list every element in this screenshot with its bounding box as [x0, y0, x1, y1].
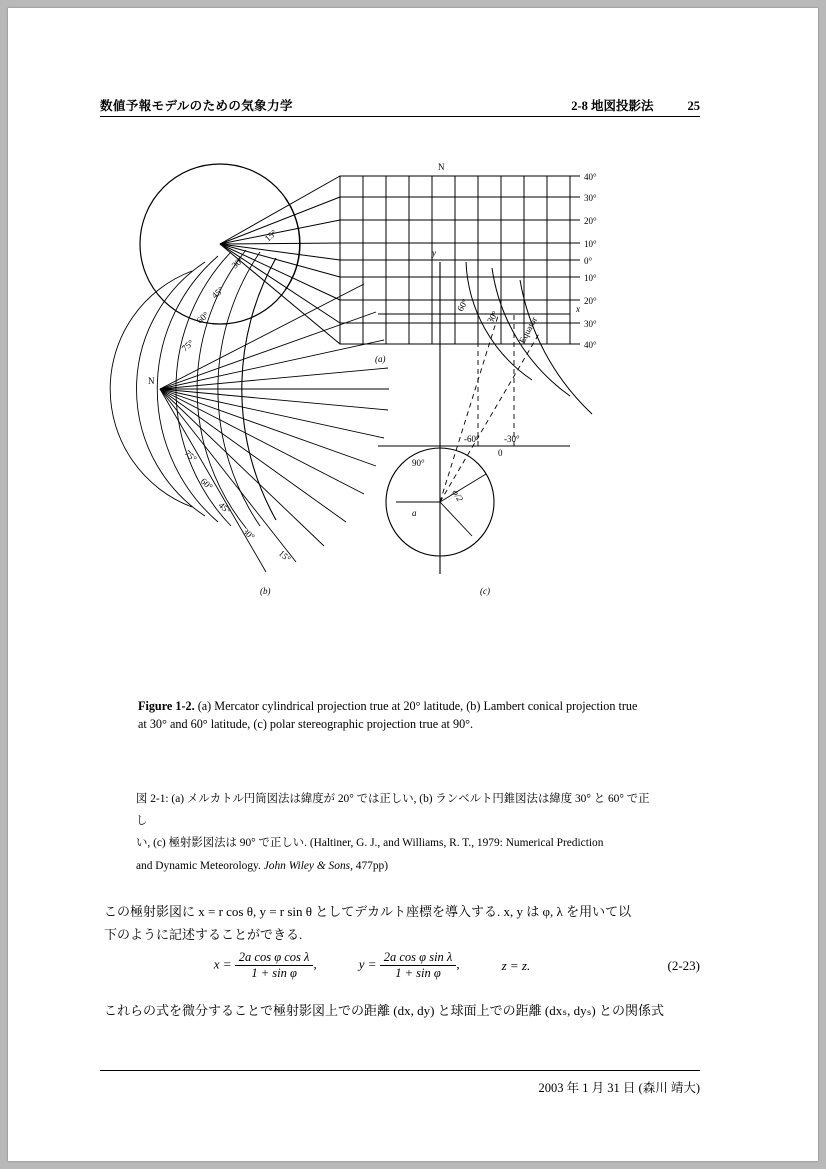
equation-2-23 — [104, 950, 700, 981]
equation-y-fraction — [380, 950, 460, 981]
panel-c-axis-x: x — [576, 304, 580, 314]
figure-svg — [100, 134, 700, 694]
panel-c-label: (c) — [480, 586, 490, 596]
panel-b-lower-75: 75° — [182, 448, 199, 464]
figure-caption-en — [138, 698, 638, 733]
equation-y — [359, 950, 460, 981]
panel-a-lat-40n: 40° — [584, 172, 597, 182]
caption-jp-line3 — [136, 855, 656, 877]
body-paragraph-1 — [104, 901, 700, 947]
panel-c-equator-label: Equator — [516, 315, 540, 345]
panel-b-label: (b) — [260, 586, 271, 596]
page-number: 25 — [687, 99, 700, 113]
body-paragraph-2: これらの式を微分することで極射影図上での距離 (dx, dy) と球面上での距離 (dxₛ, dyₛ) との関係式 — [104, 1003, 665, 1018]
header-title: 数値予報モデルのための気象力学 — [100, 99, 293, 113]
body-p1-line1: この極射影図に x = r cos θ, y = r sin θ としてデカルト座標を導入する. x, y は φ, λ を用いて以 — [104, 904, 632, 919]
panel-c-origin: 0 — [498, 448, 503, 458]
panel-a-lat-20s: 20° — [584, 296, 597, 306]
equation-x-fraction — [235, 950, 317, 981]
panel-b-upper-75: 75° — [179, 337, 196, 354]
panel-a-lat-0: 0° — [584, 256, 593, 266]
equation-number: (2-23) — [667, 957, 700, 973]
footer: 2003 年 1 月 31 日 (森川 靖大) — [538, 1081, 700, 1095]
caption-en-text: (a) Mercator cylindrical projection true at 20° latitude, (b) Lambert conical projection true at 30° and 60° latitude, (c) polar stereographic projection true at 90°. — [138, 699, 638, 731]
panel-b-upper-15: 15° — [262, 227, 279, 244]
caption-en-lead: Figure 1-2. — [138, 699, 195, 713]
equation-y-comma: , — [456, 956, 460, 972]
panel-a-lat-30s: 30° — [584, 319, 597, 329]
caption-jp-journal: John Wiley & Sons, — [263, 859, 353, 872]
panel-a-label: (a) — [375, 354, 386, 364]
equation-y-lhs: y = — [358, 956, 377, 972]
body-p1-line2: 下のように記述することができる. — [104, 926, 303, 942]
panel-b-upper-45: 45° — [209, 284, 226, 301]
equation-x-lhs: x = — [213, 956, 232, 972]
footer-rule — [100, 1070, 700, 1071]
panel-a-lat-40s: 40° — [584, 340, 597, 350]
panel-c-angle-90: 90° — [412, 458, 425, 468]
panel-c-dash-30: -30° — [504, 434, 520, 444]
panel-c-arc-30: 30° — [485, 309, 501, 325]
panel-c-arc-60: 60° — [455, 297, 471, 313]
panel-b-lower-60: 60° — [198, 476, 215, 492]
panel-a-north-label: N — [438, 162, 445, 172]
caption-jp-line1: 図 2-1: (a) メルカトル円筒図法は緯度が 20° では正しい, (b) ランベルト円錐図法は緯度 30° と 60° で正し — [136, 793, 650, 828]
equation-z: z = z. — [501, 957, 531, 973]
equation-body — [104, 950, 640, 981]
panel-b-upper-60: 60° — [194, 309, 211, 326]
figure-1-2 — [100, 134, 700, 694]
page — [8, 8, 818, 1161]
panel-b-upper-30: 30° — [229, 254, 246, 271]
header-rule — [100, 116, 700, 117]
panel-b-lower-15: 15° — [276, 548, 293, 564]
page-header — [100, 96, 700, 114]
panel-c-dash-60: -60° — [464, 434, 480, 444]
panel-c-radius-a: a — [412, 508, 417, 518]
equation-y-denominator: 1 + sin φ — [380, 965, 457, 981]
equation-x-comma: , — [313, 956, 317, 972]
panel-a-lat-10n: 10° — [584, 239, 597, 249]
panel-b-lower-30: 30° — [240, 526, 257, 542]
caption-jp-line3-post: 477pp) — [352, 859, 389, 872]
equation-x-denominator: 1 + sin φ — [235, 965, 314, 981]
panel-b-lower-45: 45° — [216, 500, 233, 516]
equation-x — [214, 950, 317, 981]
caption-jp-line3-pre: and Dynamic Meteorology. — [136, 859, 264, 872]
panel-b-apex-label: N — [148, 376, 155, 386]
caption-jp-line2: い, (c) 極射影図法は 90° で正しい. (Haltiner, G. J., and Williams, R. T., 1979: Numerical Prediction — [136, 837, 604, 850]
panel-a-lat-10s: 10° — [584, 273, 597, 283]
figure-caption-jp — [136, 788, 656, 877]
panel-a-lat-20n: 20° — [584, 216, 597, 226]
equation-y-numerator: 2a cos φ sin λ — [383, 950, 453, 964]
header-section: 2-8 地図投影法 — [571, 99, 654, 113]
panel-c-axis-y: y — [432, 248, 436, 258]
panel-c-angle-phi2: φ/2 — [450, 487, 466, 504]
panel-a-lat-30n: 30° — [584, 193, 597, 203]
equation-x-numerator: 2a cos φ cos λ — [238, 950, 310, 964]
header-right — [571, 96, 700, 114]
